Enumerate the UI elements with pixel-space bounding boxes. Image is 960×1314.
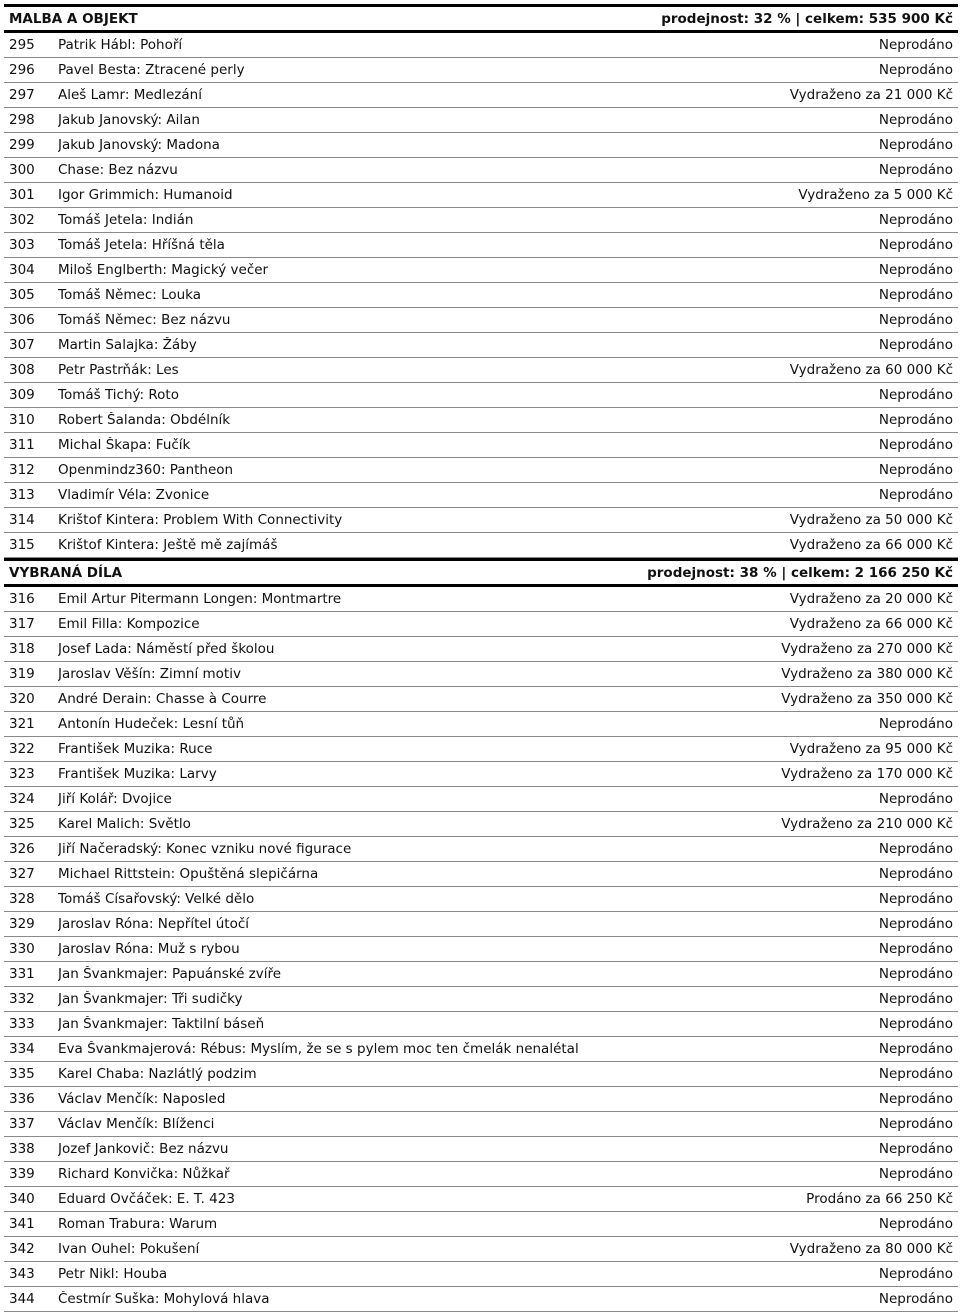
lot-row (4, 937, 958, 962)
lot-title: Roman Trabura: Warum (58, 1216, 218, 1232)
lot-row (4, 133, 958, 158)
lot-row (4, 1287, 958, 1312)
lot-row (4, 912, 958, 937)
lot-number: 305 (9, 287, 35, 303)
lot-number: 301 (9, 187, 35, 203)
lot-number: 299 (9, 137, 35, 153)
lot-row (4, 83, 958, 108)
lot-title: Krištof Kintera: Problem With Connectivity (58, 512, 343, 528)
lot-number: 306 (9, 312, 35, 328)
lot-status: Neprodáno (878, 1216, 953, 1232)
lot-number: 340 (9, 1191, 35, 1207)
lot-status: Neprodáno (878, 891, 953, 907)
lot-number: 296 (9, 62, 35, 78)
lot-number: 344 (9, 1291, 35, 1307)
lot-status: Neprodáno (878, 387, 953, 403)
lot-title: Tomáš Jetela: Indián (58, 212, 194, 228)
lot-title: Robert Šalanda: Obdélník (58, 412, 231, 428)
lot-row (4, 862, 958, 887)
lot-title: František Muzika: Ruce (58, 741, 213, 757)
lot-number: 336 (9, 1091, 35, 1107)
lot-row (4, 1112, 958, 1137)
lot-number: 314 (9, 512, 35, 528)
lot-title: Čestmír Suška: Mohylová hlava (58, 1291, 270, 1307)
lot-row (4, 58, 958, 83)
lot-title: Jiří Kolář: Dvojice (58, 791, 172, 807)
lot-row (4, 183, 958, 208)
lot-number: 307 (9, 337, 35, 353)
lot-row (4, 33, 958, 58)
lot-status: Neprodáno (878, 162, 953, 178)
lot-row (4, 308, 958, 333)
lot-status: Neprodáno (878, 1291, 953, 1307)
lot-number: 311 (9, 437, 35, 453)
lot-number: 310 (9, 412, 35, 428)
lot-title: Tomáš Němec: Louka (58, 287, 202, 303)
lot-title: Tomáš Němec: Bez názvu (58, 312, 231, 328)
lot-title: Miloš Englberth: Magický večer (58, 262, 269, 278)
lot-row (4, 887, 958, 912)
lot-number: 320 (9, 691, 35, 707)
lot-status: Prodáno za 66 250 Kč (806, 1191, 953, 1207)
lot-title: Eva Švankmajerová: Rébus: Myslím, že se s pylem moc ten čmelák nenalétal (58, 1041, 579, 1057)
lot-number: 327 (9, 866, 35, 882)
lot-title: Petr Nikl: Houba (58, 1266, 168, 1282)
lot-status: Neprodáno (878, 941, 953, 957)
lot-number: 329 (9, 916, 35, 932)
lot-number: 319 (9, 666, 35, 682)
lot-status: Neprodáno (878, 1116, 953, 1132)
lot-number: 342 (9, 1241, 35, 1257)
lot-title: Václav Menčík: Blíženci (58, 1116, 215, 1132)
lot-row (4, 208, 958, 233)
lot-status: Vydraženo za 380 000 Kč (781, 666, 953, 682)
lot-status: Vydraženo za 350 000 Kč (781, 691, 953, 707)
lot-row (4, 508, 958, 533)
lot-row (4, 1012, 958, 1037)
lot-row (4, 587, 958, 612)
section-stats: prodejnost: 32 % | celkem: 535 900 Kč (661, 10, 953, 27)
lot-status: Vydraženo za 80 000 Kč (789, 1241, 953, 1257)
lot-status: Neprodáno (878, 462, 953, 478)
lot-title: Karel Chaba: Nazlátlý podzim (58, 1066, 257, 1082)
lot-title: Tomáš Tichý: Roto (58, 387, 179, 403)
lot-row (4, 483, 958, 508)
lot-row (4, 1137, 958, 1162)
lot-status: Neprodáno (878, 412, 953, 428)
lot-status: Neprodáno (878, 337, 953, 353)
section-stats: prodejnost: 38 % | celkem: 2 166 250 Kč (647, 564, 953, 581)
lot-row (4, 662, 958, 687)
lot-title: Pavel Besta: Ztracené perly (58, 62, 245, 78)
lot-title: André Derain: Chasse à Courre (58, 691, 267, 707)
lot-number: 330 (9, 941, 35, 957)
lot-row (4, 1087, 958, 1112)
lot-title: Emil Filla: Kompozice (58, 616, 200, 632)
lot-status: Neprodáno (878, 1166, 953, 1182)
lot-number: 334 (9, 1041, 35, 1057)
lot-status: Neprodáno (878, 262, 953, 278)
lot-row (4, 1162, 958, 1187)
lot-number: 312 (9, 462, 35, 478)
lot-number: 321 (9, 716, 35, 732)
lot-status: Neprodáno (878, 991, 953, 1007)
lot-status: Neprodáno (878, 866, 953, 882)
lot-status: Neprodáno (878, 212, 953, 228)
lot-row (4, 108, 958, 133)
section-header (4, 4, 958, 33)
lot-title: Emil Artur Pitermann Longen: Montmartre (58, 591, 342, 607)
lot-status: Neprodáno (878, 1016, 953, 1032)
lot-title: Jan Švankmajer: Taktilní báseň (58, 1016, 265, 1032)
lot-title: Antonín Hudeček: Lesní tůň (58, 716, 245, 732)
lot-row (4, 787, 958, 812)
lot-title: Karel Malich: Světlo (58, 816, 191, 832)
lot-status: Neprodáno (878, 237, 953, 253)
section-header (4, 558, 958, 587)
lot-number: 332 (9, 991, 35, 1007)
lot-status: Vydraženo za 210 000 Kč (781, 816, 953, 832)
lot-status: Vydraženo za 60 000 Kč (789, 362, 953, 378)
lot-row (4, 533, 958, 558)
lot-number: 325 (9, 816, 35, 832)
lot-number: 318 (9, 641, 35, 657)
lot-row (4, 987, 958, 1012)
lot-row (4, 837, 958, 862)
lot-row (4, 1212, 958, 1237)
lot-status: Neprodáno (878, 966, 953, 982)
lot-title: Jaroslav Věšín: Zimní motiv (58, 666, 241, 682)
lot-status: Vydraženo za 95 000 Kč (789, 741, 953, 757)
lot-status: Neprodáno (878, 1091, 953, 1107)
lot-status: Neprodáno (878, 437, 953, 453)
lot-row (4, 637, 958, 662)
lot-number: 328 (9, 891, 35, 907)
lot-number: 297 (9, 87, 35, 103)
lot-row (4, 1237, 958, 1262)
lot-title: Chase: Bez názvu (58, 162, 178, 178)
lot-status: Neprodáno (878, 1141, 953, 1157)
lot-number: 315 (9, 537, 35, 553)
lot-number: 326 (9, 841, 35, 857)
lot-title: Aleš Lamr: Medlezání (58, 87, 202, 103)
lot-title: Krištof Kintera: Ještě mě zajímáš (58, 537, 278, 553)
lot-row (4, 358, 958, 383)
lot-status: Vydraženo za 21 000 Kč (789, 87, 953, 103)
lot-row (4, 962, 958, 987)
lot-row (4, 433, 958, 458)
lot-title: Eduard Ovčáček: E. T. 423 (58, 1191, 235, 1207)
lot-row (4, 233, 958, 258)
lot-status: Neprodáno (878, 916, 953, 932)
section-title: MALBA A OBJEKT (9, 10, 138, 27)
lot-title: Tomáš Jetela: Hříšná těla (58, 237, 225, 253)
lot-number: 304 (9, 262, 35, 278)
lot-number: 341 (9, 1216, 35, 1232)
lot-row (4, 258, 958, 283)
lot-status: Neprodáno (878, 137, 953, 153)
lot-status: Vydraženo za 66 000 Kč (789, 537, 953, 553)
lot-title: Josef Lada: Náměstí před školou (58, 641, 275, 657)
lot-status: Neprodáno (878, 312, 953, 328)
lot-number: 317 (9, 616, 35, 632)
lot-number: 331 (9, 966, 35, 982)
lot-status: Vydraženo za 170 000 Kč (781, 766, 953, 782)
lot-title: Jan Švankmajer: Tři sudičky (58, 991, 243, 1007)
lot-title: Vladimír Véla: Zvonice (58, 487, 210, 503)
lot-title: Martin Salajka: Žáby (58, 337, 197, 353)
lot-status: Vydraženo za 20 000 Kč (789, 591, 953, 607)
lot-title: Ivan Ouhel: Pokušení (58, 1241, 200, 1257)
lot-number: 323 (9, 766, 35, 782)
lot-status: Vydraženo za 66 000 Kč (789, 616, 953, 632)
lot-row (4, 1187, 958, 1212)
lot-row (4, 712, 958, 737)
lot-number: 338 (9, 1141, 35, 1157)
lot-row (4, 612, 958, 637)
lot-row (4, 737, 958, 762)
lot-row (4, 158, 958, 183)
lot-status: Neprodáno (878, 716, 953, 732)
lot-number: 313 (9, 487, 35, 503)
lot-title: Jakub Janovský: Ailan (58, 112, 200, 128)
lot-row (4, 1037, 958, 1062)
lot-row (4, 1062, 958, 1087)
lot-number: 300 (9, 162, 35, 178)
lot-title: Petr Pastrňák: Les (58, 362, 179, 378)
lot-row (4, 283, 958, 308)
lot-title: Tomáš Císařovský: Velké dělo (58, 891, 255, 907)
lot-status: Neprodáno (878, 841, 953, 857)
lot-row (4, 383, 958, 408)
lot-title: Michael Rittstein: Opuštěná slepičárna (58, 866, 319, 882)
lot-title: Jiří Načeradský: Konec vzniku nové figurace (58, 841, 352, 857)
lot-title: Igor Grimmich: Humanoid (58, 187, 233, 203)
lot-title: Michal Škapa: Fučík (58, 437, 191, 453)
lot-number: 324 (9, 791, 35, 807)
lot-number: 309 (9, 387, 35, 403)
lot-row (4, 687, 958, 712)
lot-title: Jakub Janovský: Madona (58, 137, 220, 153)
lot-status: Neprodáno (878, 112, 953, 128)
lot-number: 335 (9, 1066, 35, 1082)
lot-title: Jaroslav Róna: Muž s rybou (58, 941, 240, 957)
lot-number: 302 (9, 212, 35, 228)
lot-status: Neprodáno (878, 287, 953, 303)
lot-number: 303 (9, 237, 35, 253)
lot-number: 339 (9, 1166, 35, 1182)
lot-title: Richard Konvička: Nůžkař (58, 1166, 230, 1182)
section-title: VYBRANÁ DÍLA (9, 564, 123, 581)
lot-status: Neprodáno (878, 1066, 953, 1082)
lot-title: Jan Švankmajer: Papuánské zvíře (58, 966, 282, 982)
lot-status: Vydraženo za 50 000 Kč (789, 512, 953, 528)
lot-title: Jaroslav Róna: Nepřítel útočí (58, 916, 250, 932)
lot-status: Vydraženo za 5 000 Kč (798, 187, 953, 203)
lot-title: Openmindz360: Pantheon (58, 462, 234, 478)
lot-status: Vydraženo za 270 000 Kč (781, 641, 953, 657)
lot-row (4, 1262, 958, 1287)
lot-status: Neprodáno (878, 791, 953, 807)
lot-number: 295 (9, 37, 35, 53)
lot-number: 308 (9, 362, 35, 378)
lot-status: Neprodáno (878, 37, 953, 53)
lot-status: Neprodáno (878, 62, 953, 78)
lot-number: 333 (9, 1016, 35, 1032)
lot-row (4, 762, 958, 787)
lot-status: Neprodáno (878, 1266, 953, 1282)
lot-title: Patrik Hábl: Pohoří (58, 37, 183, 53)
lot-number: 343 (9, 1266, 35, 1282)
lot-row (4, 408, 958, 433)
auction-results-document (4, 4, 958, 1312)
lot-number: 298 (9, 112, 35, 128)
lot-title: Václav Menčík: Naposled (58, 1091, 226, 1107)
lot-row (4, 458, 958, 483)
lot-number: 322 (9, 741, 35, 757)
lot-title: František Muzika: Larvy (58, 766, 217, 782)
lot-number: 316 (9, 591, 35, 607)
lot-row (4, 333, 958, 358)
lot-status: Neprodáno (878, 1041, 953, 1057)
lot-status: Neprodáno (878, 487, 953, 503)
lot-number: 337 (9, 1116, 35, 1132)
lot-title: Jozef Jankovič: Bez názvu (58, 1141, 229, 1157)
lot-row (4, 812, 958, 837)
